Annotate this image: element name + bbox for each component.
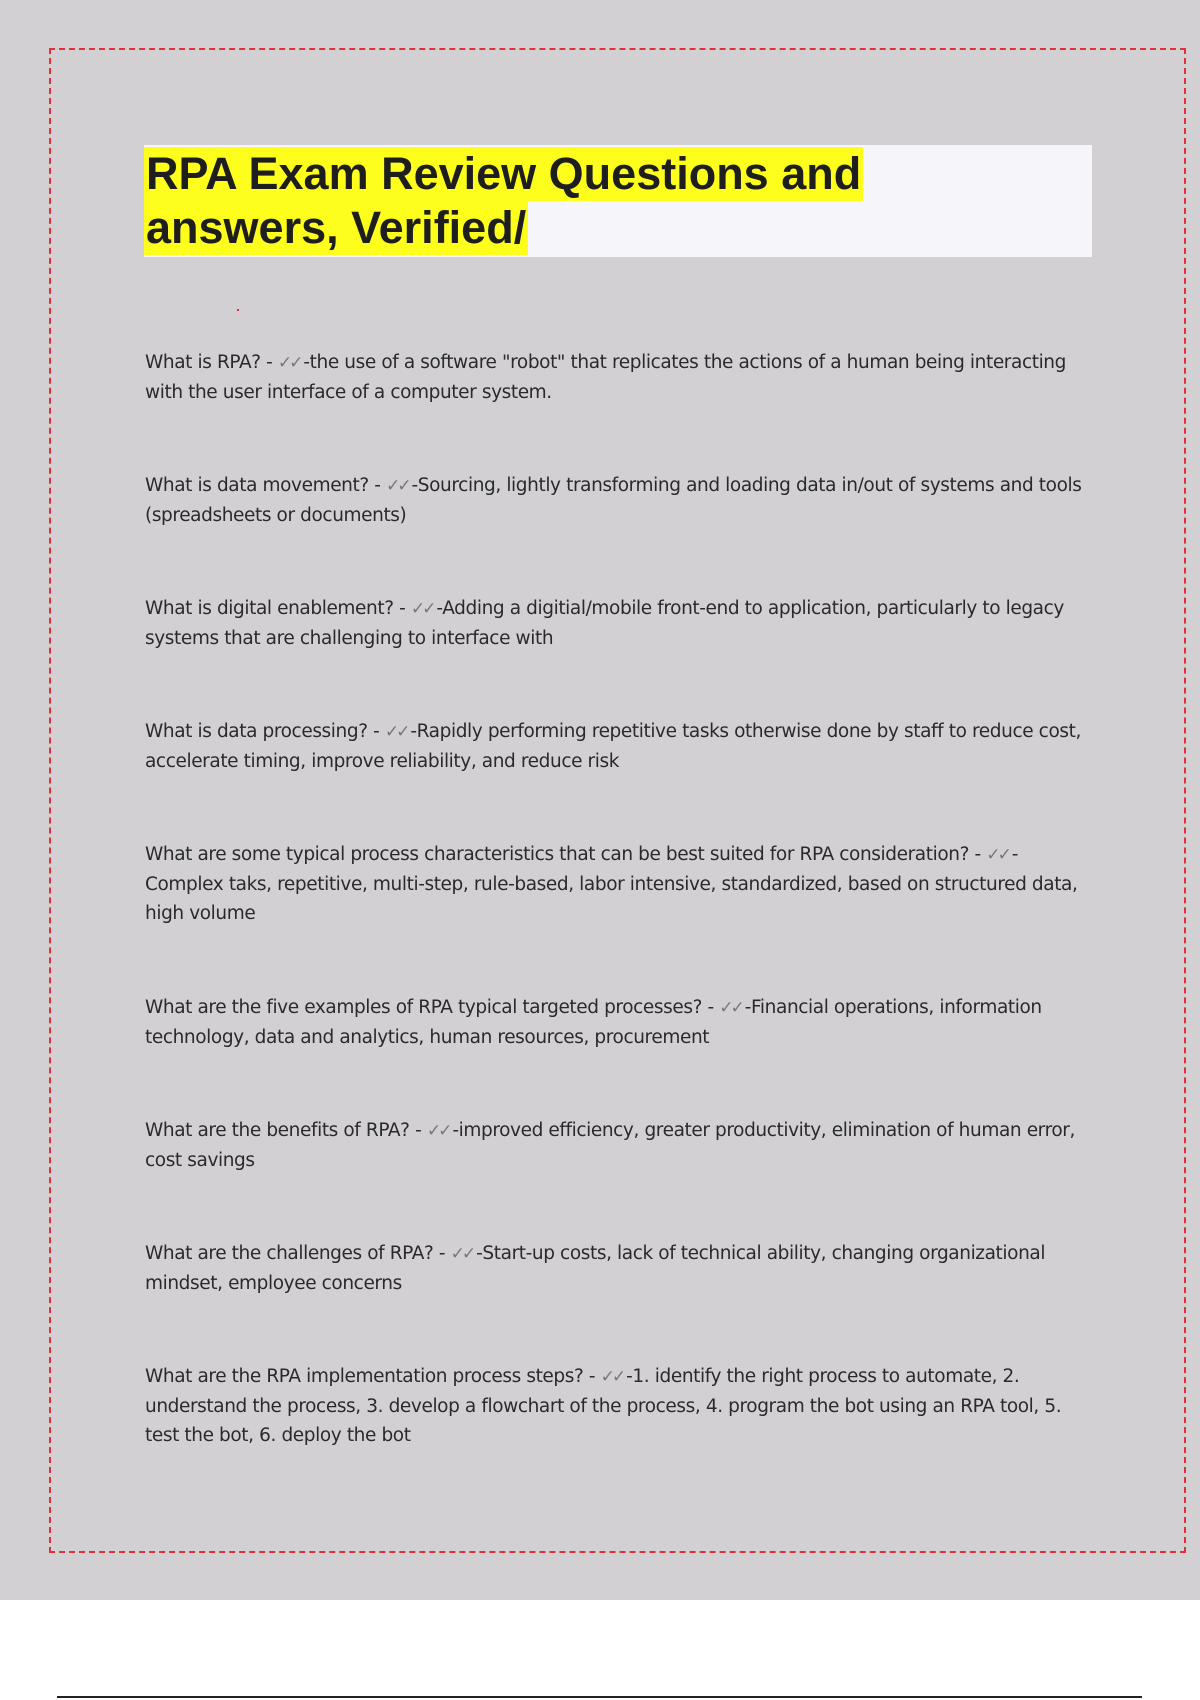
qa-item <box>145 594 1090 653</box>
double-check-icon: ✓✓ <box>384 722 408 742</box>
qa-item <box>145 1362 1090 1450</box>
question-text: What is RPA? - <box>145 352 278 373</box>
question-text: What are the five examples of RPA typical targeted processes? - <box>145 997 720 1018</box>
page-border <box>49 48 1186 1553</box>
question-text: What are the challenges of RPA? - <box>145 1243 451 1264</box>
qa-item <box>145 717 1090 776</box>
double-check-icon: ✓✓ <box>986 845 1009 865</box>
question-text: What are the RPA implementation process steps? - <box>145 1366 601 1387</box>
double-check-icon: ✓✓ <box>426 1121 450 1141</box>
answer-text: -the use of a software "robot" that replicates the actions of a human being interacting with the user interface of a computer system. <box>145 352 1066 403</box>
double-check-icon: ✓✓ <box>600 1367 624 1387</box>
answer-text: -1. identify the right process to automate, 2. understand the process, 3. develop a flowchart of the process, 4. program the bot using an RPA tool, 5. test the bot, 6. deploy the bot <box>145 1366 1062 1446</box>
answer-text: -Complex taks, repetitive, multi-step, rule-based, labor intensive, standardized, based on structured data, high volume <box>145 844 1078 924</box>
qa-item <box>145 1116 1090 1175</box>
title-block <box>144 145 1092 257</box>
double-check-icon: ✓✓ <box>386 476 409 496</box>
double-check-icon: ✓✓ <box>410 599 434 619</box>
answer-text: -Sourcing, lightly transforming and loading data in/out of systems and tools (spreadsheets or documents) <box>145 475 1082 526</box>
answer-text: -Financial operations, information technology, data and analytics, human resources, procurement <box>145 997 1042 1048</box>
answer-text: -Rapidly performing repetitive tasks otherwise done by staff to reduce cost, accelerate timing, improve reliability, and reduce risk <box>145 721 1081 772</box>
qa-item <box>145 1239 1090 1298</box>
bottom-rule <box>57 1696 1142 1698</box>
page-title-line-2: answers, Verified/ <box>146 202 527 253</box>
page-title-line-1: RPA Exam Review Questions and <box>146 148 862 199</box>
question-text: What is digital enablement? - <box>145 598 411 619</box>
question-text: What is data processing? - <box>145 721 385 742</box>
stray-mark <box>237 309 239 311</box>
question-text: What are the benefits of RPA? - <box>145 1120 427 1141</box>
double-check-icon: ✓✓ <box>277 353 301 373</box>
answer-text: -improved efficiency, greater productivity, elimination of human error, cost savings <box>145 1120 1075 1171</box>
double-check-icon: ✓✓ <box>450 1244 474 1264</box>
qa-item <box>145 840 1090 928</box>
question-text: What are some typical process characteristics that can be best suited for RPA consideration? - <box>145 844 987 865</box>
answer-text: -Start-up costs, lack of technical ability, changing organizational mindset, employee concerns <box>145 1243 1046 1294</box>
answer-text: -Adding a digitial/mobile front-end to application, particularly to legacy systems that are challenging to interface with <box>145 598 1064 649</box>
qa-item <box>145 471 1090 530</box>
qa-item <box>145 348 1090 407</box>
question-text: What is data movement? - <box>145 475 387 496</box>
double-check-icon: ✓✓ <box>719 998 742 1018</box>
qa-item <box>145 993 1090 1052</box>
